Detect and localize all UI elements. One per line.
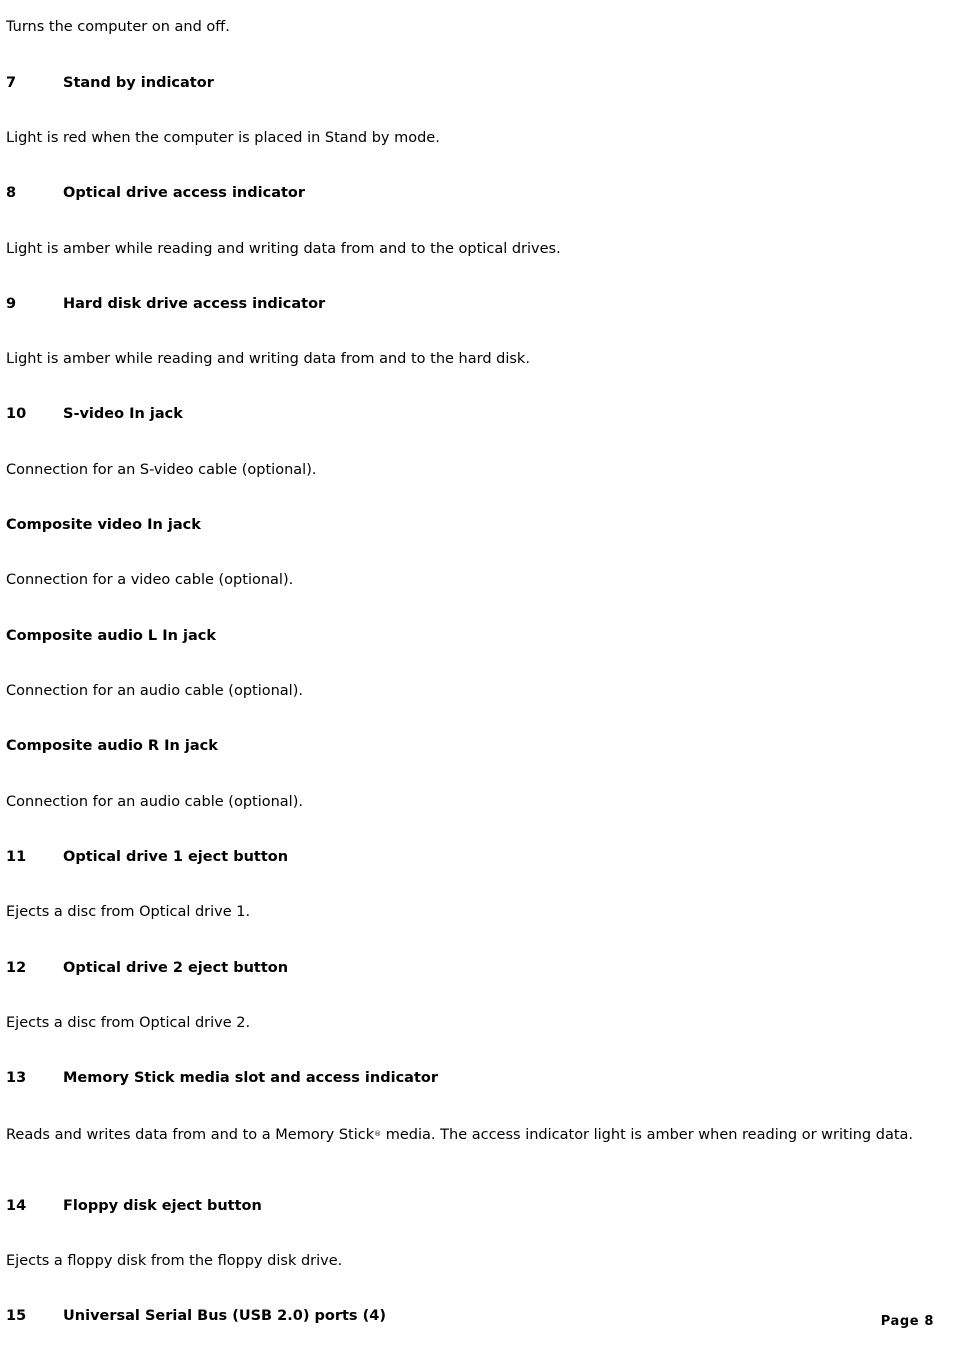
item-description: Connection for an audio cable (optional). [6,794,303,810]
item-heading [6,849,288,866]
item-number: 10 [6,406,27,422]
page-number: Page 8 [880,1314,934,1329]
item-description: Ejects a disc from Optical drive 1. [6,904,251,920]
item-heading [6,1198,262,1215]
item-title: Floppy disk eject button [63,1198,262,1214]
item-number: 7 [6,75,17,91]
item-heading [6,1070,438,1087]
item-description: Light is amber while reading and writing data from and to the optical drives. [6,241,561,257]
item-heading [6,1308,386,1325]
item-title: Memory Stick media slot and access indicator [63,1070,439,1086]
registered-mark: ® [374,1130,382,1138]
item-heading [6,738,218,755]
intro-text: Turns the computer on and off. [6,19,230,35]
item-description: Connection for an S-video cable (optional). [6,462,317,478]
item-heading [6,75,214,92]
item-number: 11 [6,849,27,865]
description-text: media. The access indicator light is amber when reading or writing data. [381,1127,914,1143]
item-heading [6,628,216,645]
item-number: 15 [6,1308,27,1324]
item-title: Composite audio L In jack [6,628,216,644]
item-title: Optical drive 2 eject button [63,960,289,976]
item-heading [6,296,325,313]
item-title: Stand by indicator [63,75,214,91]
item-number: 8 [6,185,17,201]
item-number: 14 [6,1198,27,1214]
item-description: Ejects a disc from Optical drive 2. [6,1015,251,1031]
item-title: S-video In jack [63,406,183,422]
description-text: Reads and writes data from and to a Memory Stick [6,1127,375,1143]
item-number: 12 [6,960,27,976]
item-heading [6,185,305,202]
item-heading [6,406,183,423]
item-title: Optical drive 1 eject button [63,849,289,865]
item-description: Light is amber while reading and writing data from and to the hard disk. [6,351,530,367]
item-description: Connection for a video cable (optional). [6,572,294,588]
item-number: 9 [6,296,17,312]
item-description: Ejects a floppy disk from the floppy disk drive. [6,1253,343,1269]
item-description [6,1126,926,1144]
item-description: Light is red when the computer is placed in Stand by mode. [6,130,440,146]
item-heading [6,960,288,977]
item-description: Connection for an audio cable (optional). [6,683,303,699]
item-title: Hard disk drive access indicator [63,296,326,312]
item-title: Composite video In jack [6,517,201,533]
item-title: Universal Serial Bus (USB 2.0) ports (4) [63,1308,386,1324]
item-heading [6,517,201,534]
item-title: Composite audio R In jack [6,738,218,754]
item-title: Optical drive access indicator [63,185,306,201]
item-number: 13 [6,1070,27,1086]
